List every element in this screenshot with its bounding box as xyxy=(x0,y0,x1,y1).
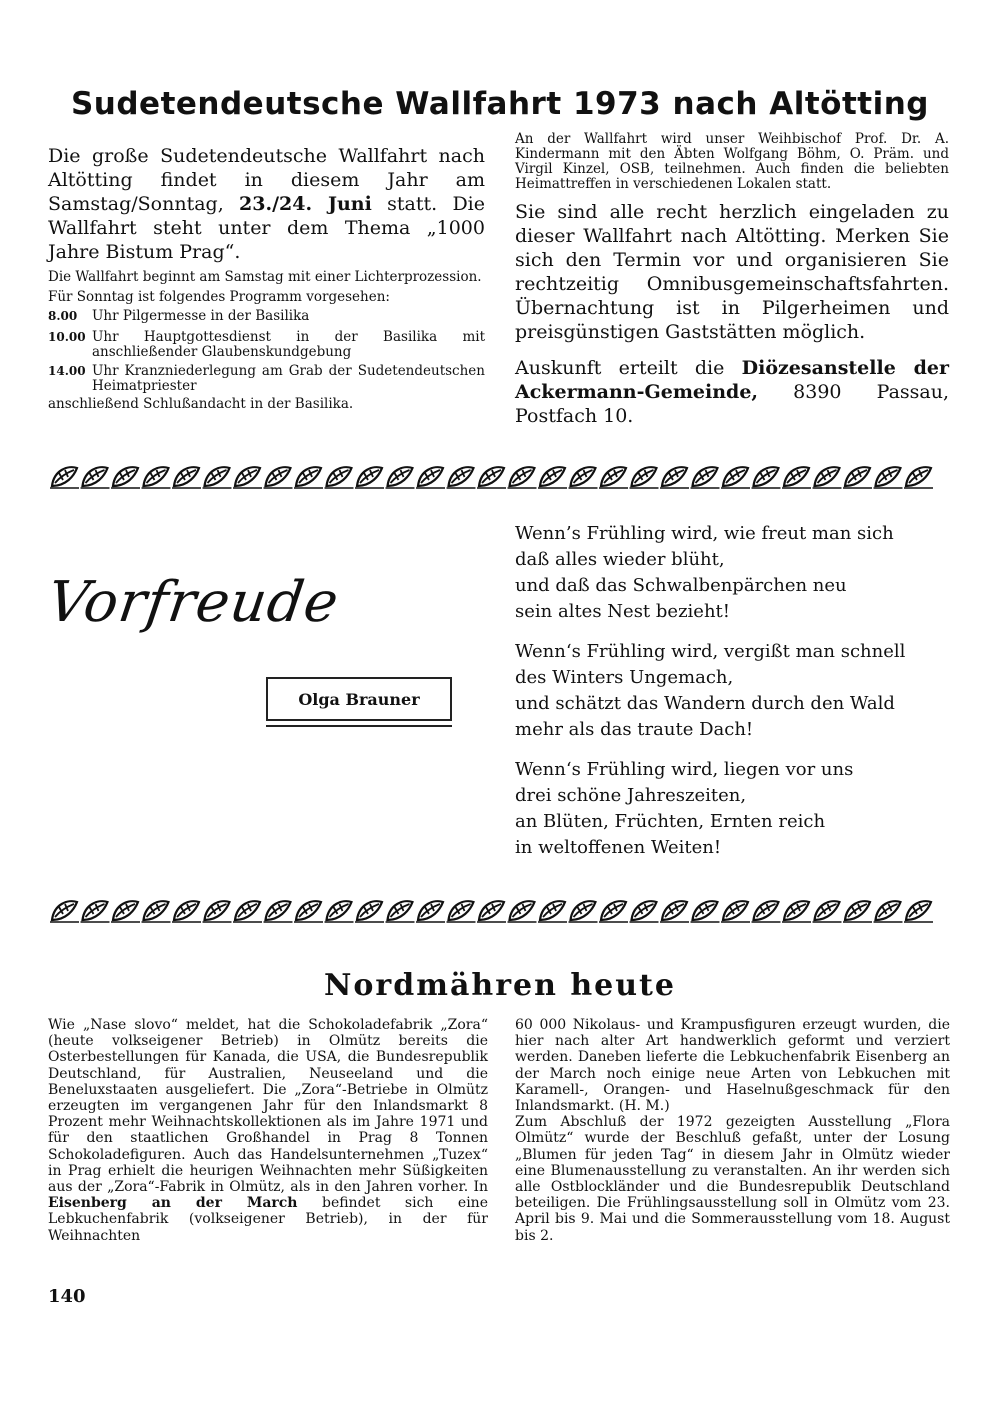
article2-place: Eisenberg an der March xyxy=(48,1195,298,1212)
program-desc: Uhr Pilgermesse in der Basilika xyxy=(92,308,310,324)
leaf-ornament-icon xyxy=(538,901,567,922)
leaf-ornament-icon xyxy=(599,467,628,488)
leaf-ornament-icon xyxy=(630,901,659,922)
leaf-ornament-icon xyxy=(721,467,750,488)
leaf-ornament-icon xyxy=(691,901,720,922)
leaf-ornament-icon xyxy=(782,467,811,488)
program-desc: Uhr Hauptgottesdienst in der Basilika mit anschließender Glaubenskundgebung xyxy=(92,329,485,360)
program-item xyxy=(48,364,485,394)
leaf-ornament-icon xyxy=(630,467,659,488)
leaf-ornament-icon xyxy=(447,467,476,488)
leaf-ornament-icon xyxy=(904,901,933,922)
leaf-ornament-icon xyxy=(660,901,689,922)
leaf-ornament-icon xyxy=(477,901,506,922)
leaf-ornament-icon xyxy=(355,901,384,922)
poem-author: Olga Brauner xyxy=(298,689,420,709)
program-time: 8.00 xyxy=(48,309,78,323)
leaf-ornament-icon xyxy=(325,467,354,488)
leaf-ornament-icon xyxy=(416,901,445,922)
poem-line: daß alles wieder blüht, xyxy=(515,549,725,570)
poem-title-text: Vorfreude xyxy=(43,570,344,635)
leaf-ornament-icon xyxy=(233,467,262,488)
page-number: 140 xyxy=(48,1286,86,1307)
leaf-ornament-icon xyxy=(599,901,628,922)
article2-left-column xyxy=(48,1017,488,1244)
contact-text xyxy=(515,356,949,428)
leaf-ornament-icon xyxy=(721,901,750,922)
leaf-ornament-icon xyxy=(538,467,567,488)
contact-org: Diözesanstelle der Ackermann-Gemeinde, xyxy=(515,357,949,403)
leaf-ornament-icon xyxy=(813,901,842,922)
intro-text-b: statt. Die Wallfahrt steht unter dem Thema „1000 Jahre Bistum Prag“. xyxy=(48,193,485,263)
leaf-ornament-icon xyxy=(81,901,110,922)
article2-text-b: befindet sich eine Lebkuchenfabrik (volkseigener Betrieb), in der für Weihnachten xyxy=(48,1195,488,1244)
leaf-ornament-icon xyxy=(477,467,506,488)
leaf-ornament-icon xyxy=(904,467,933,488)
article2-right-column xyxy=(515,1017,950,1244)
leaf-ornament-icon xyxy=(843,467,872,488)
leaf-ornament-icon xyxy=(447,901,476,922)
leaf-ornament-icon xyxy=(203,901,232,922)
leaf-ornament-icon xyxy=(264,467,293,488)
leaf-ornament-icon xyxy=(111,467,140,488)
article2-paragraph: 60 000 Nikolaus- und Krampusfiguren erzeugt wurden, die hier nach alter Art handwerklich geformt und verziert werden. Daneben lieferte die Lebkuchenfabrik Eisenberg an der March noch einige neue Arten von Lebkuchen mit Karamell-, Orangen- und Haselnußgeschmack für den Inlandsmarkt. (H. M.) xyxy=(515,1017,950,1115)
leaf-ornament-icon xyxy=(264,901,293,922)
program-item xyxy=(48,309,485,324)
leaf-ornament-icon xyxy=(508,467,537,488)
article2-paragraph: Zum Abschluß der 1972 gezeigten Ausstellung „Flora Olmütz“ wurde der Beschluß gefaßt, unter der Losung „Blumen für jeden Tag“ in diesem Jahr in Olmütz wieder eine Blumenausstellung zu veranstalten. An ihr werden sich alle Ostblockländer und die Bundesrepublik Deutschland beteiligen. Die Frühlingsausstellung soll in Olmütz vom 23. April bis 9. Mai und die Sommerausstellung vom 18. August bis 2. xyxy=(515,1114,950,1244)
contact-text-a: Auskunft erteilt die xyxy=(515,357,742,379)
poem-line: und daß das Schwalbenpärchen neu xyxy=(515,575,847,596)
poem-line: Wenn‘s Frühling wird, vergißt man schnell xyxy=(515,641,906,662)
poem-stanza xyxy=(515,639,955,743)
program-list xyxy=(48,309,485,412)
leaf-ornament-icon xyxy=(874,467,903,488)
leaf-ornament-icon xyxy=(752,467,781,488)
intro-text-a: Die große Sudetendeutsche Wallfahrt nach Altötting findet in diesem Jahr am Samstag/Sonntag, xyxy=(48,145,485,215)
poem-stanza xyxy=(515,521,955,625)
program-closing: anschließend Schlußandacht in der Basilika. xyxy=(48,396,354,412)
article2-text-a: Wie „Nase slovo“ meldet, hat die Schokoladefabrik „Zora“ (heute volkseigener Betrieb) in Olmütz bereits die Osterbestellungen für Kanada, die USA, die Bundesrepublik Deutschland, für Australien, Neuseeland und die Beneluxstaaten ausgeliefert. Die „Zora“-Betriebe in Olmütz erzeugten im vergangenen Jahr für den Inlandsmarkt 8 Prozent mehr Weihnachtskollektionen als im Jahre 1971 und für den staatlichen Großhandel in Prag 8 Tonnen Schokoladefiguren. Auch das Handelsunternehmen „Tuzex“ in Prag erhielt die heurigen Weihnachten mehr Süßigkeiten aus der „Zora“-Fabrik in Olmütz, als in den Jahren vorher. In xyxy=(48,1017,488,1196)
leaf-ornament-icon xyxy=(386,467,415,488)
leaf-ornament-icon xyxy=(142,467,171,488)
leaf-ornament-icon xyxy=(172,467,201,488)
leaf-ornament-icon xyxy=(782,901,811,922)
leaf-ornament-icon xyxy=(294,467,323,488)
leaf-ornament-icon xyxy=(386,901,415,922)
program-time: 10.00 xyxy=(48,330,86,344)
poem-line: Wenn’s Frühling wird, wie freut man sich xyxy=(515,523,894,544)
invitation-text: Sie sind alle recht herzlich eingeladen zu dieser Wallfahrt nach Altötting. Merken Sie sich den Termin vor und organisieren Sie rechtzeitig Omnibusgemeinschaftsfahrten. Übernachtung ist in Pilgerheimen und preisgünstigen Gaststätten möglich. xyxy=(515,201,949,343)
poem-line: und schätzt das Wandern durch den Wald xyxy=(515,693,895,714)
poem-title xyxy=(43,570,368,640)
leaf-ornament-icon xyxy=(569,467,598,488)
leaf-ornament-icon xyxy=(752,901,781,922)
poem-line: an Blüten, Früchten, Ernten reich xyxy=(515,811,826,832)
contact-text-b: 8390 Passau, Postfach 10. xyxy=(515,381,949,427)
saturday-text: Die Wallfahrt beginnt am Samstag mit einer Lichterprozession. xyxy=(48,269,482,285)
leaf-ornament-icon xyxy=(172,901,201,922)
leaf-ornament-icon xyxy=(325,901,354,922)
leaf-ornament-icon xyxy=(142,901,171,922)
article1-intro xyxy=(48,144,485,264)
leaf-ornament-icon xyxy=(874,901,903,922)
article1-headline: Sudetendeutsche Wallfahrt 1973 nach Altötting xyxy=(70,86,930,122)
leaf-ornament-icon xyxy=(203,467,232,488)
leaf-ornament-icon xyxy=(81,467,110,488)
leaf-ornament-icon xyxy=(355,467,384,488)
leaf-ornament-icon xyxy=(416,467,445,488)
leaf-ornament-icon xyxy=(294,901,323,922)
attendees-text: An der Wallfahrt wird unser Weihbischof Prof. Dr. A. Kindermann mit den Äbten Wolfgang Böhm, O. Präm. und Virgil Kinzel, OSB, teilnehmen. Auch finden die beliebten Heimattreffen in verschiedenen Lokalen statt. xyxy=(515,131,949,192)
leaf-ornament-icon xyxy=(691,467,720,488)
program-desc: Uhr Kranzniederlegung am Grab der Sudetendeutschen Heimatpriester xyxy=(92,363,485,394)
leaf-ornament-icon xyxy=(813,467,842,488)
ornament-border xyxy=(48,462,948,492)
poem-line: drei schöne Jahreszeiten, xyxy=(515,785,747,806)
leaf-ornament-icon xyxy=(111,901,140,922)
leaf-ornament-icon xyxy=(233,901,262,922)
leaf-ornament-icon xyxy=(50,901,79,922)
program-item xyxy=(48,330,485,360)
poem-line: mehr als das traute Dach! xyxy=(515,719,754,740)
poem-line: Wenn‘s Frühling wird, liegen vor uns xyxy=(515,759,854,780)
leaf-ornament-icon xyxy=(508,901,537,922)
article2-headline: Nordmähren heute xyxy=(323,968,676,1003)
poem-line: des Winters Ungemach, xyxy=(515,667,734,688)
leaf-ornament-icon xyxy=(843,901,872,922)
intro-date: 23./24. Juni xyxy=(239,193,372,215)
poem-author-box xyxy=(266,677,452,721)
leaf-ornament-icon xyxy=(50,467,79,488)
article1-left-column xyxy=(48,144,485,412)
poem-stanzas xyxy=(515,521,955,875)
poem-line: sein altes Nest bezieht! xyxy=(515,601,731,622)
poem-line: in weltoffenen Weiten! xyxy=(515,837,722,858)
leaf-ornament-icon xyxy=(660,467,689,488)
sunday-intro: Für Sonntag ist folgendes Programm vorgesehen: xyxy=(48,289,390,305)
leaf-border xyxy=(48,462,948,492)
poem-stanza xyxy=(515,757,955,861)
leaf-ornament-icon xyxy=(569,901,598,922)
leaf-border xyxy=(48,896,948,926)
program-time: 14.00 xyxy=(48,364,86,378)
ornament-border xyxy=(48,896,948,926)
article1-right-column xyxy=(515,132,949,428)
